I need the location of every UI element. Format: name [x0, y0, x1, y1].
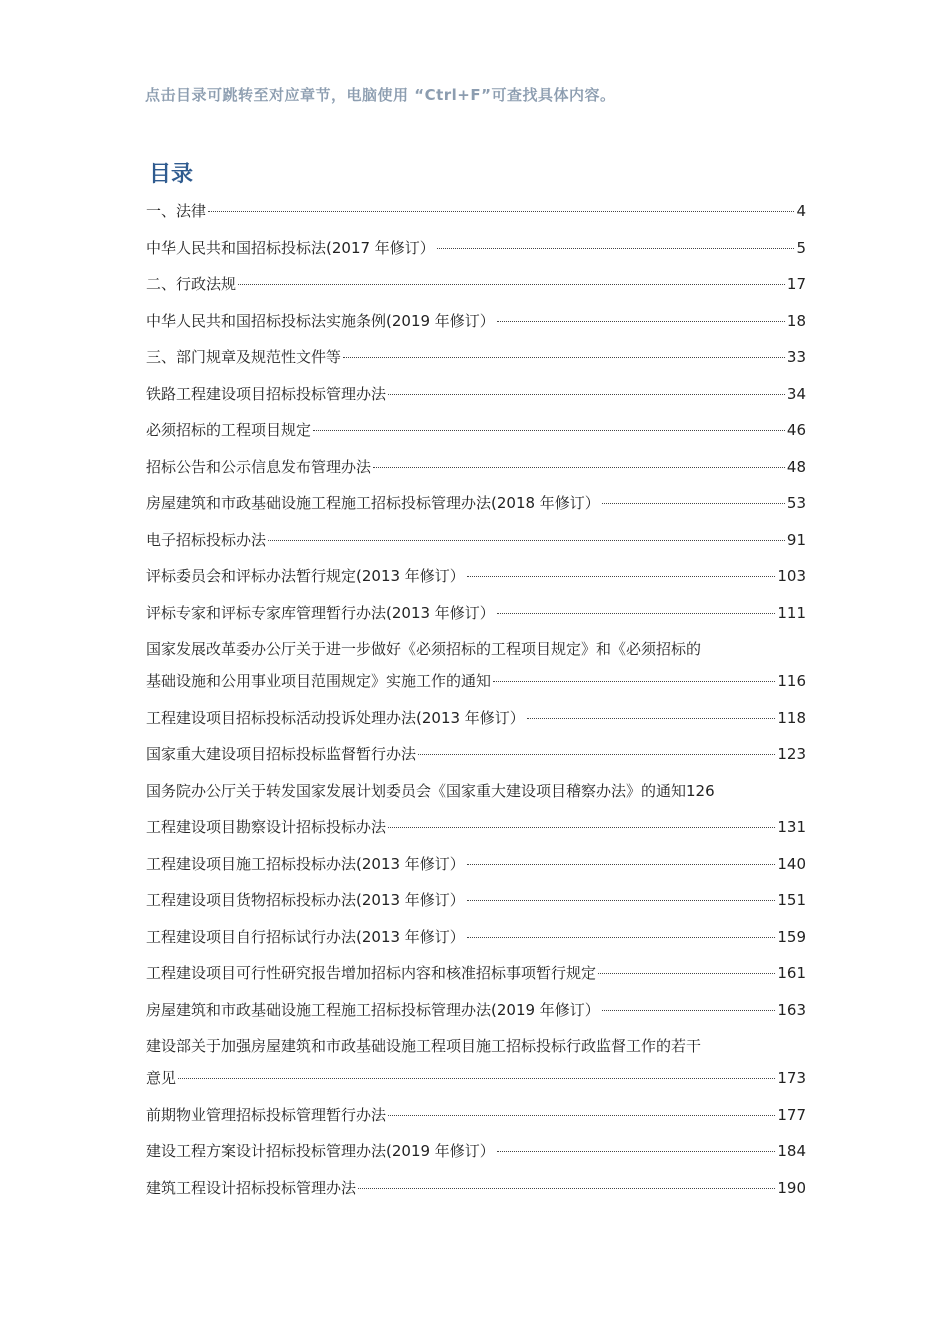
navigation-hint: 点击目录可跳转至对应章节，电脑使用 “Ctrl+F”可查找具体内容。	[145, 86, 616, 104]
toc-entry[interactable]	[146, 199, 806, 223]
toc-entry-title: 建设工程方案设计招标投标管理办法(2019 年修订）	[146, 1142, 495, 1160]
dot-leader	[358, 1188, 775, 1189]
dot-leader	[238, 284, 785, 285]
dot-leader	[497, 321, 785, 322]
toc-entry[interactable]	[146, 236, 806, 260]
table-of-contents	[146, 199, 806, 1212]
toc-entry[interactable]	[146, 815, 806, 839]
dot-leader	[602, 503, 785, 504]
toc-entry[interactable]	[146, 601, 806, 625]
dot-leader	[208, 211, 794, 212]
dot-leader	[418, 754, 775, 755]
toc-entry[interactable]	[146, 455, 806, 479]
toc-entry-title: 工程建设项目自行招标试行办法(2013 年修订）	[146, 927, 465, 946]
dot-leader	[388, 394, 785, 395]
toc-entry-title: 二、行政法规	[146, 275, 237, 293]
dot-leader	[467, 576, 776, 577]
toc-entry-title: 工程建设项目招标投标活动投诉处理办法(2013 年修订）	[146, 708, 525, 727]
dot-leader	[497, 1151, 776, 1152]
toc-entry[interactable]	[146, 418, 806, 442]
toc-entry-page: 151	[777, 891, 806, 909]
toc-entry-title: 工程建设项目可行性研究报告增加招标内容和核准招标事项暂行规定	[146, 964, 597, 982]
toc-entry[interactable]	[146, 742, 806, 766]
toc-entry-page: 34	[786, 384, 806, 403]
dot-leader	[467, 937, 776, 938]
toc-entry-title-line2: 意见	[146, 1069, 177, 1087]
toc-entry[interactable]	[146, 382, 806, 406]
toc-entry-title: 铁路工程建设项目招标投标管理办法	[146, 384, 387, 403]
toc-entry-page: 18	[786, 311, 806, 330]
dot-leader	[268, 540, 785, 541]
toc-entry[interactable]	[146, 309, 806, 333]
toc-entry[interactable]	[146, 528, 806, 552]
toc-entry-page: 173	[777, 1069, 806, 1087]
toc-entry[interactable]	[146, 637, 806, 693]
toc-entry-title: 评标委员会和评标办法暂行规定(2013 年修订）	[146, 567, 465, 585]
toc-title: 目录	[149, 162, 194, 187]
toc-entry-page: 48	[786, 457, 806, 476]
toc-entry-page: 118	[777, 708, 806, 727]
toc-entry-page: 53	[786, 494, 806, 512]
toc-entry-title: 电子招标投标办法	[146, 530, 267, 549]
toc-entry-page: 91	[786, 530, 806, 549]
dot-leader	[527, 718, 776, 719]
dot-leader	[437, 248, 795, 249]
toc-entry[interactable]	[146, 706, 806, 730]
toc-entry-title: 评标专家和评标专家库管理暂行办法(2013 年修订）	[146, 603, 495, 622]
dot-leader	[467, 900, 776, 901]
toc-entry[interactable]	[146, 345, 806, 369]
toc-entry-page: 111	[777, 603, 806, 622]
toc-entry[interactable]	[146, 961, 806, 985]
toc-entry-page: 17	[786, 275, 806, 293]
toc-entry[interactable]	[146, 1034, 806, 1090]
toc-entry[interactable]	[146, 779, 806, 803]
toc-entry-page: 131	[777, 818, 806, 836]
toc-entry[interactable]	[146, 852, 806, 876]
toc-entry-page: 159	[777, 927, 806, 946]
dot-leader	[497, 613, 776, 614]
toc-entry-title: 一、法律	[146, 202, 207, 220]
toc-entry[interactable]	[146, 564, 806, 588]
toc-entry-title: 房屋建筑和市政基础设施工程施工招标投标管理办法(2018 年修订）	[146, 494, 600, 512]
toc-entry-page: 33	[786, 348, 806, 366]
dot-leader	[178, 1078, 775, 1079]
dot-leader	[467, 864, 776, 865]
toc-entry[interactable]	[146, 1176, 806, 1200]
dot-leader	[313, 430, 785, 431]
toc-entry-title: 房屋建筑和市政基础设施工程施工招标投标管理办法(2019 年修订）	[146, 1000, 600, 1019]
dot-leader	[373, 467, 785, 468]
toc-entry[interactable]	[146, 888, 806, 912]
toc-entry-title: 必须招标的工程项目规定	[146, 421, 312, 439]
toc-entry-title-line1: 建设部关于加强房屋建筑和市政基础设施工程项目施工招标投标行政监督工作的若干	[146, 1037, 702, 1055]
toc-entry-title: 中华人民共和国招标投标法(2017 年修订）	[146, 238, 435, 257]
dot-leader	[598, 973, 775, 974]
dot-leader	[388, 1115, 775, 1116]
toc-entry-page: 161	[777, 964, 806, 982]
dot-leader	[388, 827, 775, 828]
toc-entry-title: 前期物业管理招标投标管理暂行办法	[146, 1105, 387, 1124]
toc-entry[interactable]	[146, 272, 806, 296]
toc-entry-page: 46	[786, 421, 806, 439]
toc-entry-page: 123	[777, 745, 806, 763]
toc-entry[interactable]	[146, 1103, 806, 1127]
toc-entry[interactable]	[146, 1139, 806, 1163]
toc-entry-page: 103	[777, 567, 806, 585]
toc-entry-page: 5	[796, 238, 806, 257]
toc-entry-title: 三、部门规章及规范性文件等	[146, 348, 342, 366]
dot-leader	[493, 681, 775, 682]
toc-entry-page: 184	[777, 1142, 806, 1160]
toc-entry[interactable]	[146, 998, 806, 1022]
toc-entry-page: 4	[796, 202, 806, 220]
toc-entry-page: 126	[686, 781, 715, 800]
toc-entry-title: 中华人民共和国招标投标法实施条例(2019 年修订）	[146, 311, 495, 330]
toc-entry-page: 163	[777, 1000, 806, 1019]
toc-entry[interactable]	[146, 925, 806, 949]
dot-leader	[602, 1010, 776, 1011]
dot-leader	[343, 357, 785, 358]
toc-entry-title: 工程建设项目施工招标投标办法(2013 年修订）	[146, 854, 465, 873]
toc-entry-title: 国务院办公厅关于转发国家发展计划委员会《国家重大建设项目稽察办法》的通知	[146, 781, 687, 800]
toc-entry[interactable]	[146, 491, 806, 515]
toc-entry-title: 国家重大建设项目招标投标监督暂行办法	[146, 745, 417, 763]
toc-entry-title-line1: 国家发展改革委办公厅关于进一步做好《必须招标的工程项目规定》和《必须招标的	[146, 640, 702, 658]
toc-entry-title-line2: 基础设施和公用事业项目范围规定》实施工作的通知	[146, 672, 492, 690]
toc-entry-page: 116	[777, 672, 806, 690]
toc-entry-page: 177	[777, 1105, 806, 1124]
toc-entry-title: 建筑工程设计招标投标管理办法	[146, 1178, 357, 1197]
toc-entry-title: 工程建设项目货物招标投标办法(2013 年修订）	[146, 891, 465, 909]
toc-entry-title: 招标公告和公示信息发布管理办法	[146, 457, 372, 476]
toc-entry-title: 工程建设项目勘察设计招标投标办法	[146, 818, 387, 836]
toc-entry-page: 140	[777, 854, 806, 873]
toc-entry-page: 190	[777, 1178, 806, 1197]
